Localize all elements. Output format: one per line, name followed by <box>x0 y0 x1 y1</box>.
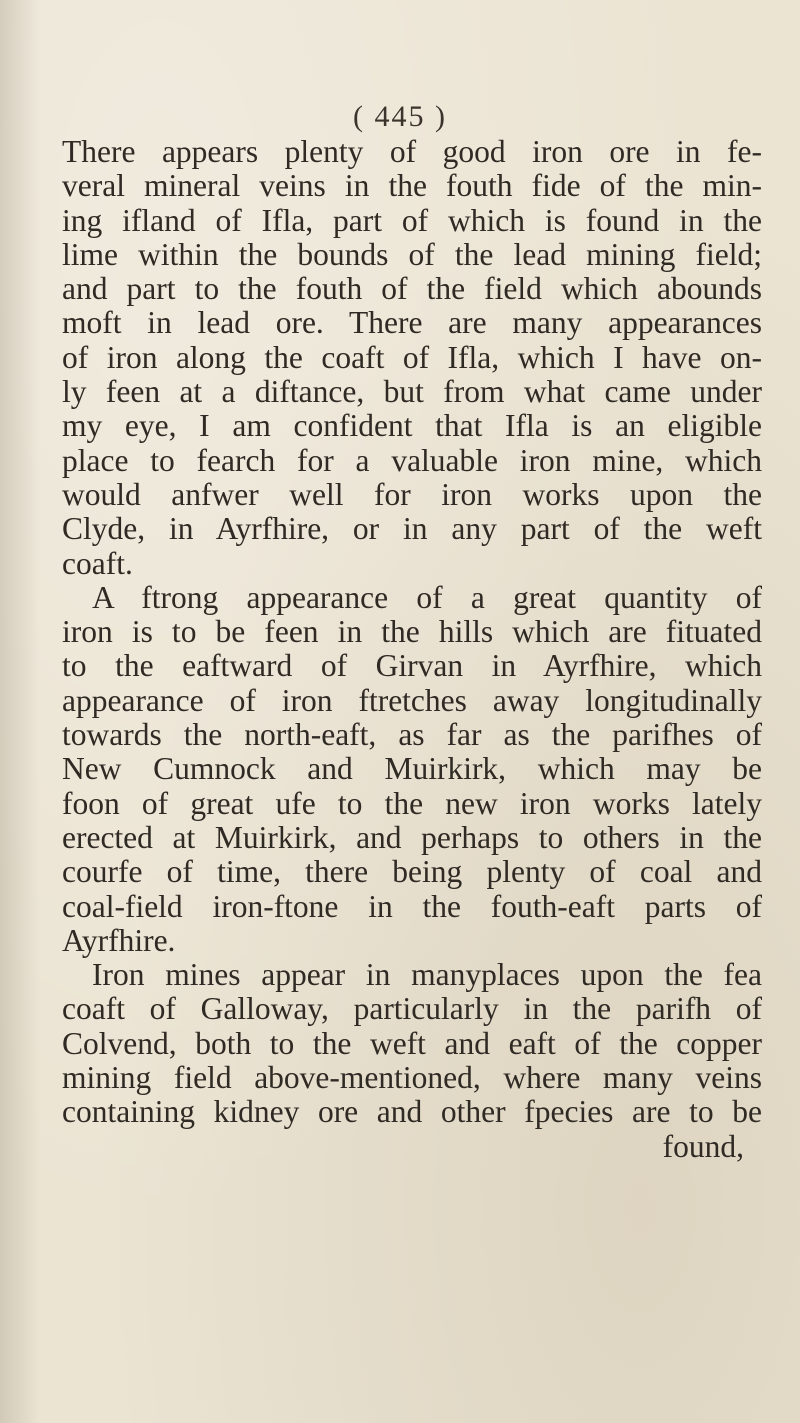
text-line: coaft. <box>62 545 133 581</box>
text-line: ing ifland of Ifla, part of which is found in the <box>62 202 762 238</box>
text-line: Iron mines appear in manyplaces upon the fea <box>92 957 762 993</box>
text-line: mining field above-mentioned, where many veins <box>62 1060 762 1096</box>
text-line: courfe of time, there being plenty of coal and <box>62 854 762 890</box>
catchword: found, <box>662 1128 744 1164</box>
text-line: Clyde, in Ayrfhire, or in any part of the weft <box>62 511 762 547</box>
text-line: iron is to be feen in the hills which are fituated <box>62 614 762 650</box>
text-line: of iron along the coaft of Ifla, which I have on- <box>62 339 762 375</box>
text-line: and part to the fouth of the field which abounds <box>62 271 762 307</box>
text-line: to the eaftward of Girvan in Ayrfhire, which <box>62 648 762 684</box>
text-line: my eye, I am confident that Ifla is an eligible <box>62 408 762 444</box>
text-line: towards the north-eaft, as far as the parifhes of <box>62 717 762 753</box>
gutter-shadow <box>0 0 40 1423</box>
text-line: New Cumnock and Muirkirk, which may be <box>62 751 762 787</box>
text-line: A ftrong appearance of a great quantity of <box>92 579 762 615</box>
text-line: There appears plenty of good iron ore in fe- <box>62 134 762 169</box>
text-line: Colvend, both to the weft and eaft of the copper <box>62 1025 762 1061</box>
text-line: would anfwer well for iron works upon the <box>62 476 762 512</box>
text-line: place to fearch for a valuable iron mine, which <box>62 442 762 478</box>
text-line: coaft of Galloway, particularly in the parifh of <box>62 991 762 1027</box>
page-number: ( 445 ) <box>353 100 447 133</box>
text-line: Ayrfhire. <box>62 922 176 958</box>
text-line: moft in lead ore. There are many appearances <box>62 305 762 341</box>
text-line: containing kidney ore and other fpecies are to be <box>62 1094 762 1130</box>
text-line: foon of great ufe to the new iron works lately <box>62 785 762 821</box>
body-text <box>62 135 762 1164</box>
text-line: lime within the bounds of the lead mining field; <box>62 236 762 272</box>
text-line: ly feen at a diftance, but from what came under <box>62 374 762 410</box>
text-line: erected at Muirkirk, and perhaps to others in the <box>62 819 762 855</box>
text-line: veral mineral veins in the fouth fide of the min- <box>62 168 762 204</box>
text-line: coal-field iron-ftone in the fouth-eaft parts of <box>62 888 762 924</box>
text-line: appearance of iron ftretches away longitudinally <box>62 682 762 718</box>
